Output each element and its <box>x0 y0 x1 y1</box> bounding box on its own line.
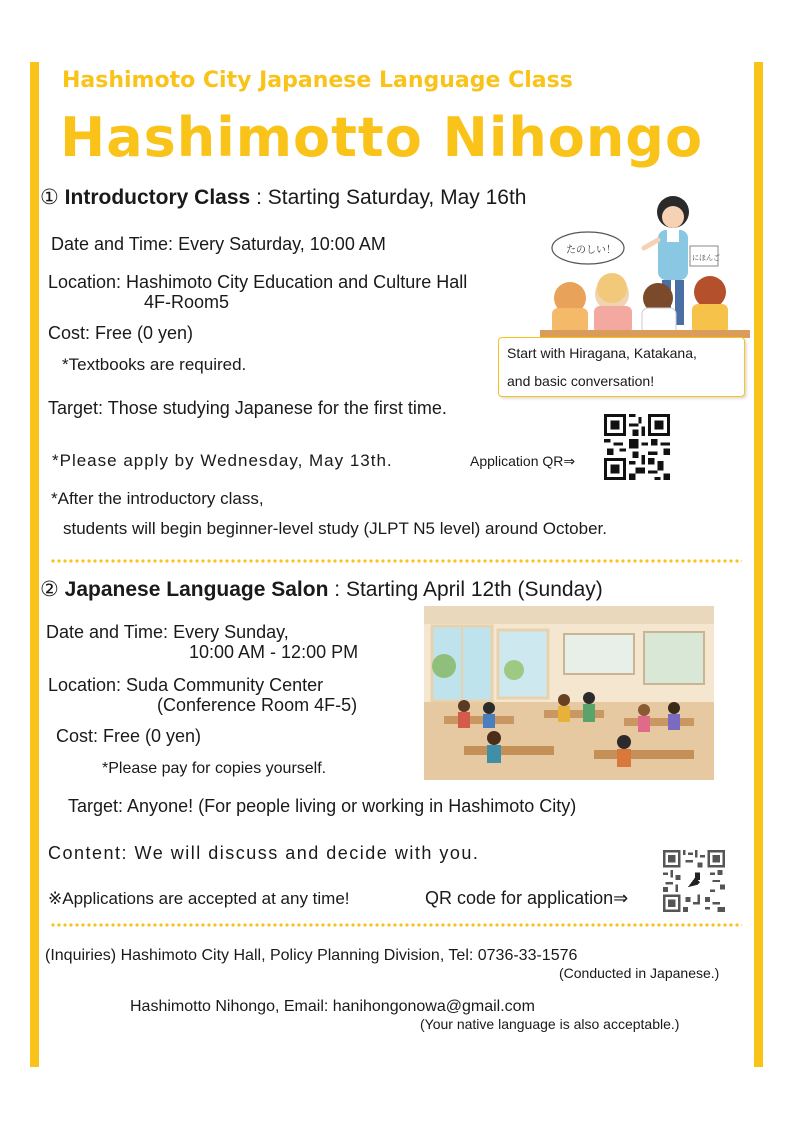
right-accent-bar <box>754 62 763 1067</box>
intro-target: Target: Those studying Japanese for the first time. <box>48 398 447 418</box>
intro-cost: Cost: Free (0 yen) <box>48 323 194 343</box>
left-accent-bar <box>30 62 39 1067</box>
classroom-illustration <box>424 606 714 780</box>
callout-line2: and basic conversation! <box>507 373 655 389</box>
footer-email: Hashimotto Nihongo, Email: hanihongonowa@gmail.com <box>130 998 535 1015</box>
section-divider <box>50 558 742 564</box>
intro-apply-deadline: *Please apply by Wednesday, May 13th. <box>52 451 393 470</box>
page-title: Hashimotto Nihongo <box>60 106 704 169</box>
subtitle: Hashimoto City Japanese Language Class <box>62 68 573 93</box>
intro-datetime: Date and Time: Every Saturday, 10:00 AM <box>51 234 386 254</box>
intro-after-line2: students will begin beginner-level study (JLPT N5 level) around October. <box>63 519 607 538</box>
intro-location-line1: Location: Hashimoto City Education and Culture Hall <box>48 272 468 292</box>
salon-applications: ※Applications are accepted at any time! <box>48 889 350 908</box>
teacher-students-illustration <box>540 190 750 340</box>
section-name: Japanese Language Salon <box>64 578 329 601</box>
book-text: にほんご <box>692 254 720 262</box>
salon-cost: Cost: Free (0 yen) <box>56 726 202 746</box>
footer-inquiry-note: (Conducted in Japanese.) <box>559 965 720 981</box>
salon-location-line2: (Conference Room 4F-5) <box>157 695 358 715</box>
intro-after-line1: *After the introductory class, <box>51 489 264 508</box>
footer-inquiry: (Inquiries) Hashimoto City Hall, Policy Planning Division, Tel: 0736-33-1576 <box>45 947 578 964</box>
intro-location-line2: 4F-Room5 <box>144 292 230 312</box>
footer-email-note: (Your native language is also acceptable.) <box>420 1016 680 1032</box>
section-name: Introductory Class <box>64 186 251 209</box>
salon-location-line1: Location: Suda Community Center <box>48 675 324 695</box>
salon-content: Content: We will discuss and decide with you. <box>48 843 480 863</box>
section-number: ② <box>40 578 59 601</box>
bubble-text: たのしい！ <box>566 245 616 256</box>
salon-copies-note: *Please pay for copies yourself. <box>102 760 327 777</box>
intro-application-qr-code[interactable] <box>604 414 670 480</box>
intro-callout <box>498 337 745 397</box>
salon-application-qr-code[interactable] <box>663 850 725 912</box>
section-start: : Starting April 12th (Sunday) <box>334 578 603 601</box>
section-heading-salon <box>40 577 603 602</box>
footer-divider <box>50 922 742 928</box>
callout-line1: Start with Hiragana, Katakana, <box>507 345 697 361</box>
salon-datetime-line2: 10:00 AM - 12:00 PM <box>189 642 359 662</box>
section-heading-intro <box>40 185 526 210</box>
salon-qr-label: QR code for application⇒ <box>425 888 629 908</box>
salon-datetime-line1: Date and Time: Every Sunday, <box>46 622 289 642</box>
intro-textbook-note: *Textbooks are required. <box>62 355 247 374</box>
section-start: : Starting Saturday, May 16th <box>256 186 527 209</box>
section-number: ① <box>40 186 59 209</box>
intro-qr-label: Application QR⇒ <box>470 453 576 469</box>
salon-target: Target: Anyone! (For people living or working in Hashimoto City) <box>68 796 577 816</box>
